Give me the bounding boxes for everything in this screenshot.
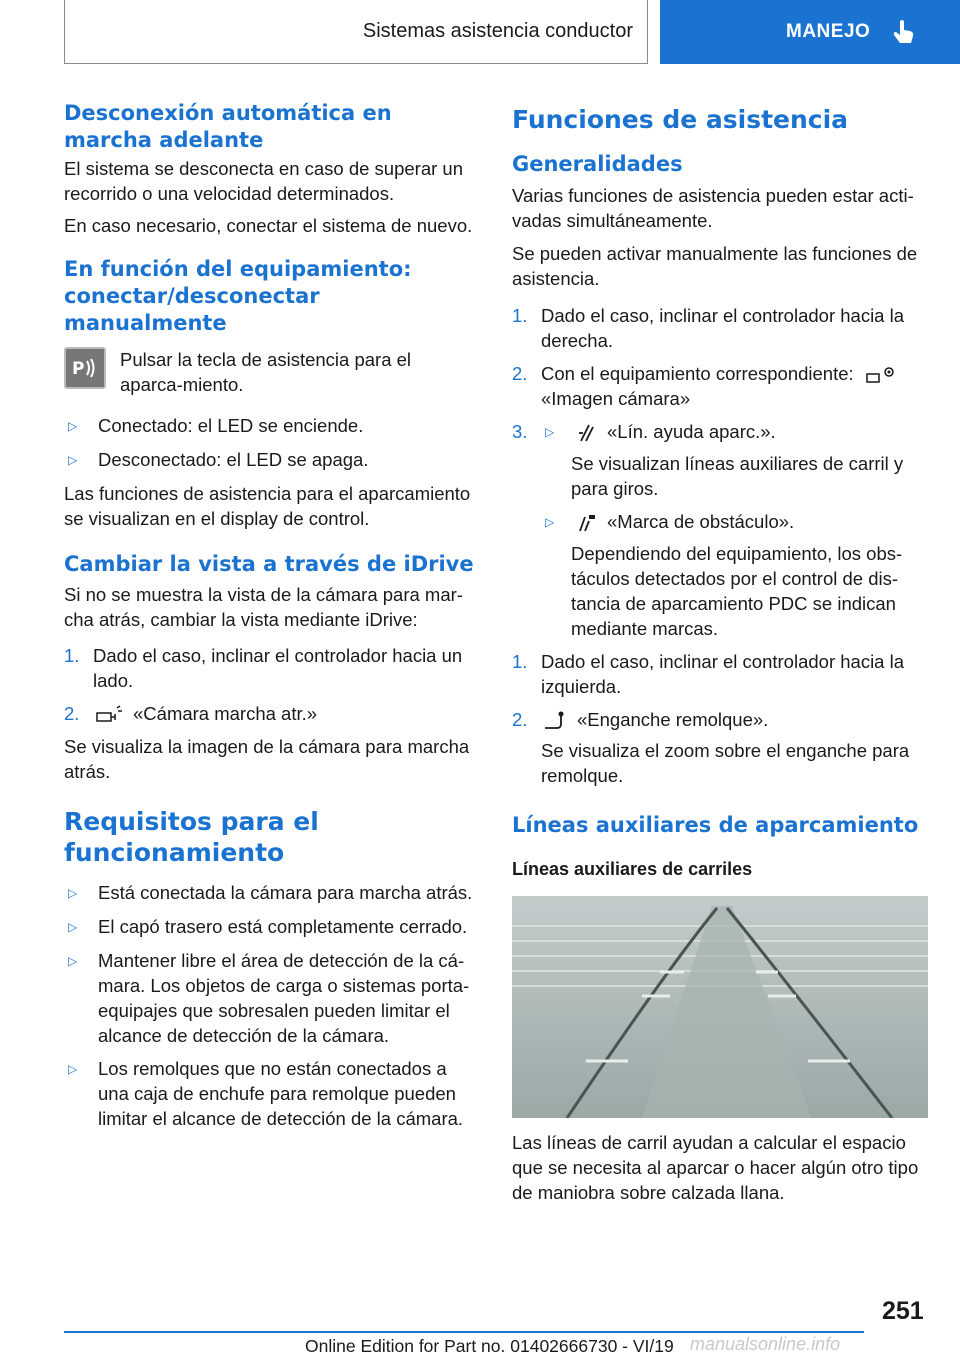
- para-idrive: Si no se muestra la vista de la cámara para mar-cha atrás, cambiar la vista mediante iDrive:: [64, 584, 463, 630]
- list-item: 1. Dado el caso, inclinar el controlador hacia la derecha.: [512, 305, 905, 351]
- chapter-tab[interactable]: [660, 0, 960, 64]
- list-item: 1. Dado el caso, inclinar el controlador hacia un lado.: [64, 645, 463, 691]
- list-item: ▷ El capó trasero está completamente cerrado.: [68, 916, 468, 937]
- key-instruction: [64, 347, 478, 397]
- obstacle-marker-icon: [577, 513, 597, 533]
- right-column: [512, 100, 928, 1205]
- list-item: ▷ Está conectada la cámara para marcha atrás.: [68, 882, 473, 903]
- sub-item-lines: ▷ «Lín. ayuda aparc.».: [545, 421, 776, 443]
- para-camera-image: Se visualiza la imagen de la cámara para marcha atrás.: [64, 736, 470, 782]
- subheading-lanes: Líneas auxiliares de carriles: [512, 859, 753, 880]
- parking-lines-icon: [577, 423, 597, 443]
- bullet-off: ▷ Desconectado: el LED se apaga.: [68, 449, 369, 470]
- list-item: ▷ Mantener libre el área de detección de la cá-mara. Los objetos de carga o sistemas porta-equipajes que sobresalen pueden limitar el alcance de detección de la cámara.: [68, 950, 470, 1046]
- list-item: 2. «Enganche remolque».: [512, 707, 928, 732]
- para-auto-off-1: El sistema se desconecta en caso de superar un recorrido o una velocidad determinados.: [64, 158, 464, 204]
- heading-manual: En función del equipamiento: conectar/desconectar manualmente: [64, 257, 412, 335]
- para-hitch-zoom: Se visualiza el zoom sobre el enganche para remolque.: [541, 740, 910, 787]
- footer-edition: Online Edition for Part no. 01402666730 - VI/19: [305, 1336, 674, 1356]
- left-column: [64, 100, 478, 1131]
- lane-lines-illustration: [512, 896, 928, 1118]
- chapter-title: MANEJO: [786, 21, 871, 42]
- image-caption: Las líneas de carril ayudan a calcular el espacio que se necesita al aparcar o hacer algún otro tipo de maniobra sobre calzada llana.: [512, 1132, 919, 1204]
- list-item: 2. «Cámara marcha atr.»: [64, 703, 318, 724]
- hand-pointer-icon: [892, 19, 916, 45]
- camera-view-image: [512, 896, 928, 1118]
- sub-item-lines-desc: Se visualizan líneas auxiliares de carril y para giros.: [571, 453, 904, 500]
- trailer-hitch-icon: [543, 710, 567, 732]
- rear-camera-icon: [95, 705, 123, 725]
- sub-item-obstacle: ▷ «Marca de obstáculo».: [545, 511, 795, 533]
- bullet-on: ▷ Conectado: el LED se enciende.: [68, 415, 364, 436]
- parking-assist-key-icon: [64, 347, 106, 389]
- para-auto-off-2: En caso necesario, conectar el sistema de nuevo.: [64, 215, 473, 236]
- para-general-2: Se pueden activar manualmente las funciones de asistencia.: [512, 243, 918, 289]
- list-item: 1. Dado el caso, inclinar el controlador hacia la izquierda.: [512, 651, 905, 698]
- svg-text:P: P: [72, 359, 85, 379]
- heading-auto-off: Desconexión automática en marcha adelante: [64, 101, 392, 152]
- heading-aux-lines: Líneas auxiliares de aparcamiento: [512, 813, 919, 838]
- para-general-1: Varias funciones de asistencia pueden estar acti-vadas simultáneamente.: [512, 185, 914, 231]
- watermark: manualsonline.info: [690, 1334, 841, 1354]
- section-header: [64, 0, 648, 64]
- sub-item-obstacle-desc: Dependiendo del equipamiento, los obs-táculos detectados por el control de dis-tancia de aparcamiento PDC se indican mediante marcas.: [571, 543, 903, 640]
- page-number: 251: [882, 1297, 924, 1325]
- list-item: ▷ Los remolques que no están conectados a una caja de enchufe para remolque pueden limitar el alcance de detección de la cámara.: [68, 1058, 464, 1129]
- heading-requirements: Requisitos para el funcionamiento: [64, 807, 319, 867]
- para-display: Las funciones de asistencia para el aparcamiento se visualizan en el display de control.: [64, 483, 471, 529]
- para-key: Pulsar la tecla de asistencia para el aparca-miento.: [120, 349, 412, 395]
- heading-idrive: Cambiar la vista a través de iDrive: [64, 552, 474, 576]
- footer-divider: [64, 1331, 864, 1333]
- list-item: 2. Con el equipamiento correspondiente: «Imagen cámara»: [512, 361, 928, 411]
- heading-functions: Funciones de asistencia: [512, 105, 849, 134]
- section-title: Sistemas asistencia conductor: [362, 20, 633, 42]
- camera-settings-icon: [865, 364, 897, 386]
- list-item: 3. ▷ «Lín. ayuda aparc.». Se visualizan líneas auxiliares de carril y para giros. ▷ «Marca de obstáculo». Dependiendo del equipamiento, los obs-táculos detectados por el control de dis-tancia de aparcamiento PDC se indican mediante marcas.: [512, 419, 928, 641]
- heading-general: Generalidades: [512, 152, 683, 176]
